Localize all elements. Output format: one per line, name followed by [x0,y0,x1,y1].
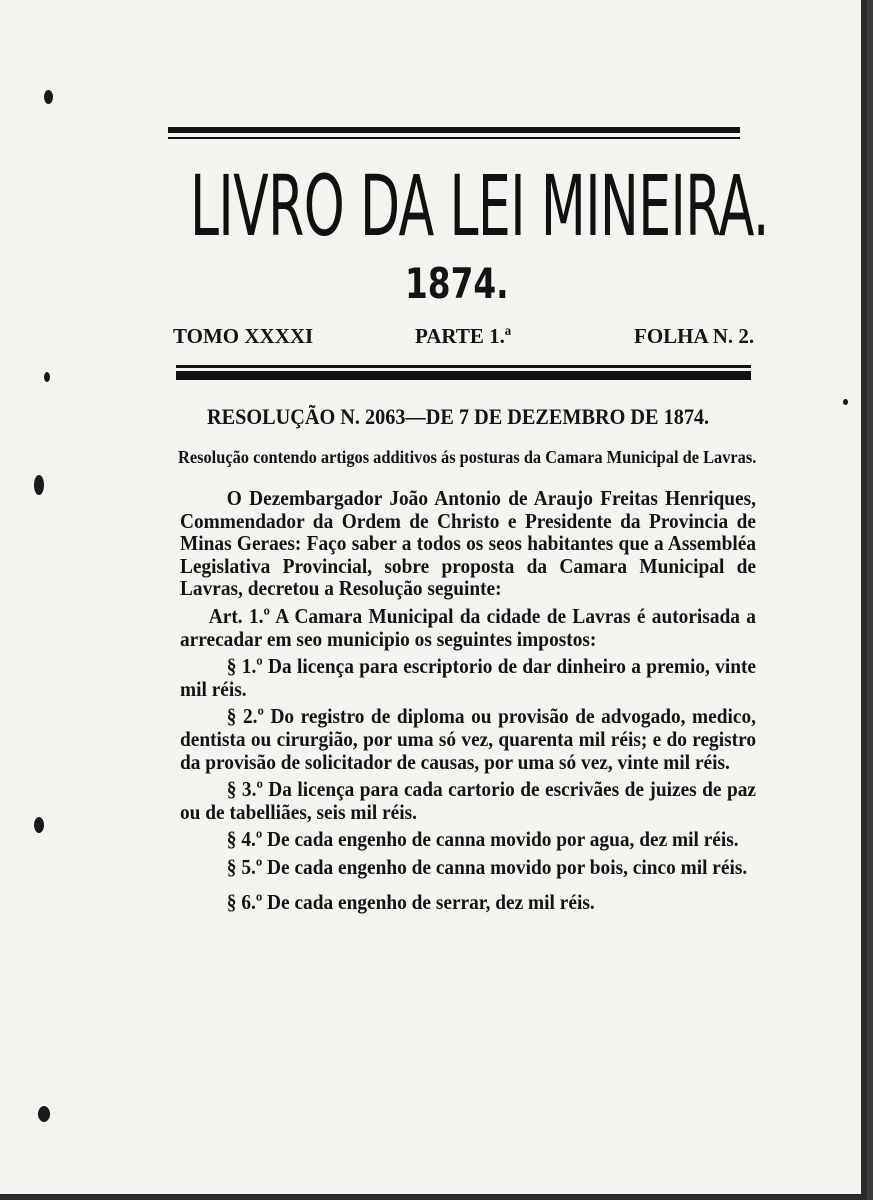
ink-blot [34,475,44,495]
ink-blot [44,90,53,104]
publication-title: LIVRO DA LEI MINEIRA. [190,157,769,255]
ink-blot [843,399,848,405]
header-rule-thin [176,365,751,368]
resolution-body [180,487,756,918]
sheet-number: FOLHA N. 2. [634,324,755,348]
section-paragraph: § 1.º Da licença para escriptorio de dar dinheiro a premio, vinte mil réis. [180,654,757,701]
top-rule [168,127,740,133]
resolution-title: RESOLUÇÃO N. 2063—DE 7 DE DEZEMBRO DE 1874. [207,404,710,429]
preamble-paragraph: O Dezembargador João Antonio de Araujo Freitas Henriques, Commendador da Ordem de Christo e Presidente da Provincia de Minas Geraes: Faço saber a todos os seos habitantes que a Assembléa Legislativa Provincial, sobre proposta da Camara Municipal de Lavras, decretou a Resolução seguinte: [180,486,757,601]
publication-year: 1874. [405,259,509,308]
section-paragraph: § 2.º Do registro de diploma ou provisão de advogado, medico, dentista ou cirurgião, por uma só vez, quarenta mil réis; e do registro da provisão de solicitador de causas, por uma só vez, vinte mil réis. [180,704,757,774]
section-paragraph: § 3.º Da licença para cada cartorio de escrivães de juizes de paz ou de tabelliães, seis mil réis. [180,777,757,824]
part-number: PARTE 1.ª [415,324,512,348]
article-paragraph: Art. 1.º A Camara Municipal da cidade de Lavras é autorisada a arrecadar em seo municipio os seguintes impostos: [180,603,757,651]
top-rule-thin [168,137,740,139]
section-paragraph: § 6.º De cada engenho de serrar, dez mil réis. [226,889,595,914]
volume-number: TOMO XXXXI [173,324,314,348]
section-paragraph: § 5.º De cada engenho de canna movido por bois, cinco mil réis. [226,854,748,879]
ink-blot [34,817,44,833]
ink-blot [38,1106,50,1122]
header-rule-thick [176,371,751,380]
section-paragraph: § 4.º De cada engenho de canna movido por agua, dez mil réis. [226,827,739,852]
ink-blot [44,372,50,382]
resolution-summary: Resolução contendo artigos additivos ás posturas da Camara Municipal de Lavras. [178,447,757,467]
